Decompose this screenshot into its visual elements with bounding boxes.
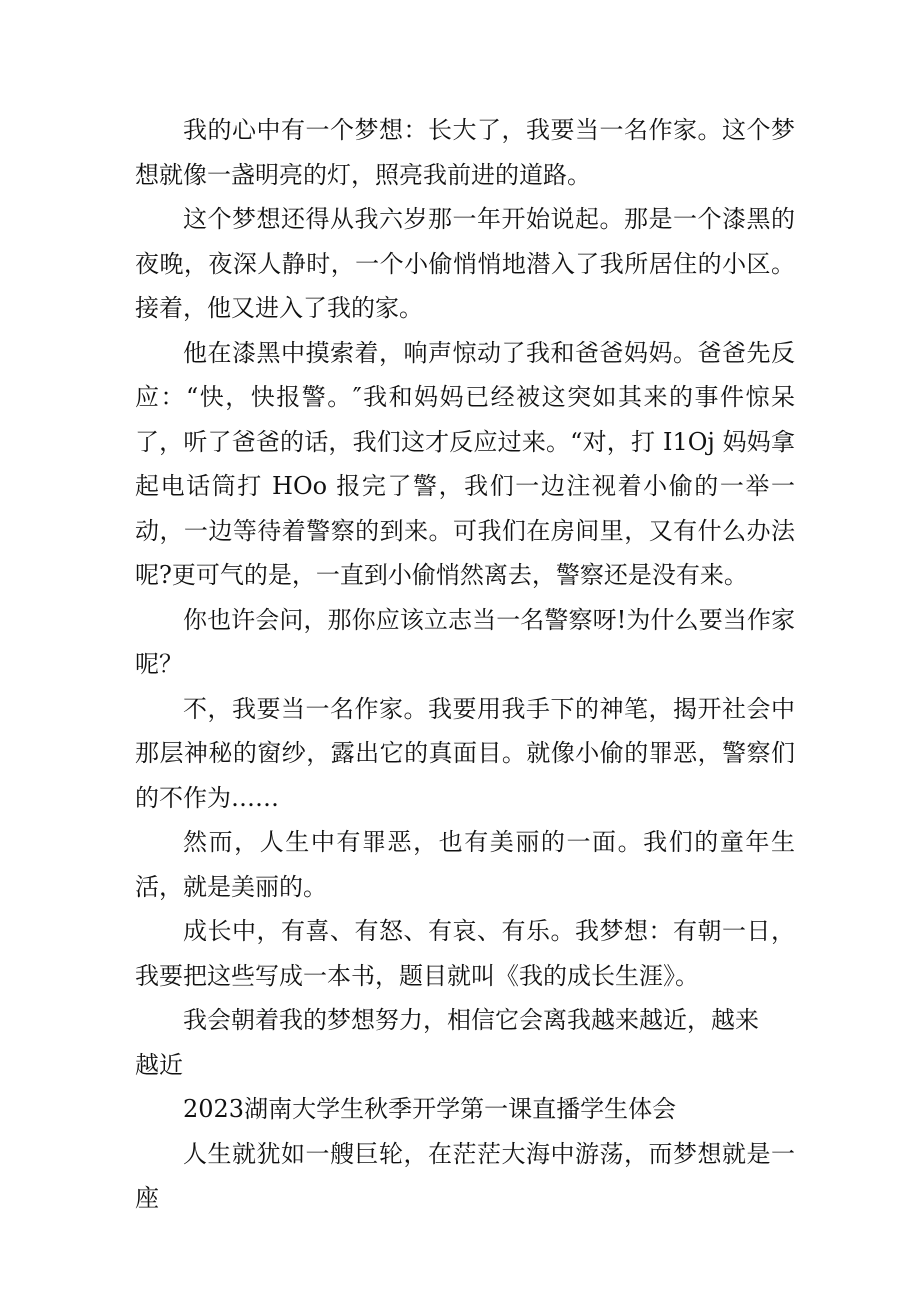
article-heading: 2023湖南大学生秋季开学第一课直播学生体会 <box>183 1095 677 1123</box>
last-paragraph: 人生就犹如一艘巨轮，在茫茫大海中游荡，而梦想就是一座 <box>135 1139 795 1212</box>
paragraph-3: 他在漆黑中摸索着，响声惊动了我和爸爸妈妈。爸爸先反应：“快，快报警。″我和妈妈已经被这突如其来的事件惊呆了，听了爸爸的话，我们这才反应过来。“对，打 I1Oj 妈妈拿起电话筒打 HOo 报完了警，我们一边注视着小偷的一举一动，一边等待着警察的到来。可我们在房间里，又有什么办法呢?更可气的是，一直到小偷悄然离去，警察还是没有来。 <box>135 338 795 589</box>
paragraph-6: 然而，人生中有罪恶，也有美丽的一面。我们的童年生活，就是美丽的。 <box>135 828 795 901</box>
paragraph-1: 我的心中有一个梦想：长大了，我要当一名作家。这个梦想就像一盏明亮的灯，照亮我前进的道路。 <box>135 116 795 189</box>
document-page <box>135 108 795 1221</box>
closing-paragraph <box>135 998 795 1087</box>
paragraph-4: 你也许会问，那你应该立志当一名警察呀!为什么要当作家呢？ <box>135 605 795 678</box>
paragraph-2: 这个梦想还得从我六岁那一年开始说起。那是一个漆黑的夜晚，夜深人静时，一个小偷悄悄地潜入了我所居住的小区。接着，他又进入了我的家。 <box>135 205 795 322</box>
paragraph-7: 成长中，有喜、有怒、有哀、有乐。我梦想：有朝一日，我要把这些写成一本书，题目就叫《我的成长生涯》。 <box>135 917 795 990</box>
paragraph-5: 不，我要当一名作家。我要用我手下的神笔，揭开社会中那层神秘的窗纱，露出它的真面目。就像小偷的罪恶，警察们的不作为…… <box>135 694 795 812</box>
closing-line-1: 我会朝着我的梦想努力，相信它会离我越来越近，越来 <box>183 1006 759 1034</box>
closing-line-2: 越近 <box>135 1050 183 1079</box>
